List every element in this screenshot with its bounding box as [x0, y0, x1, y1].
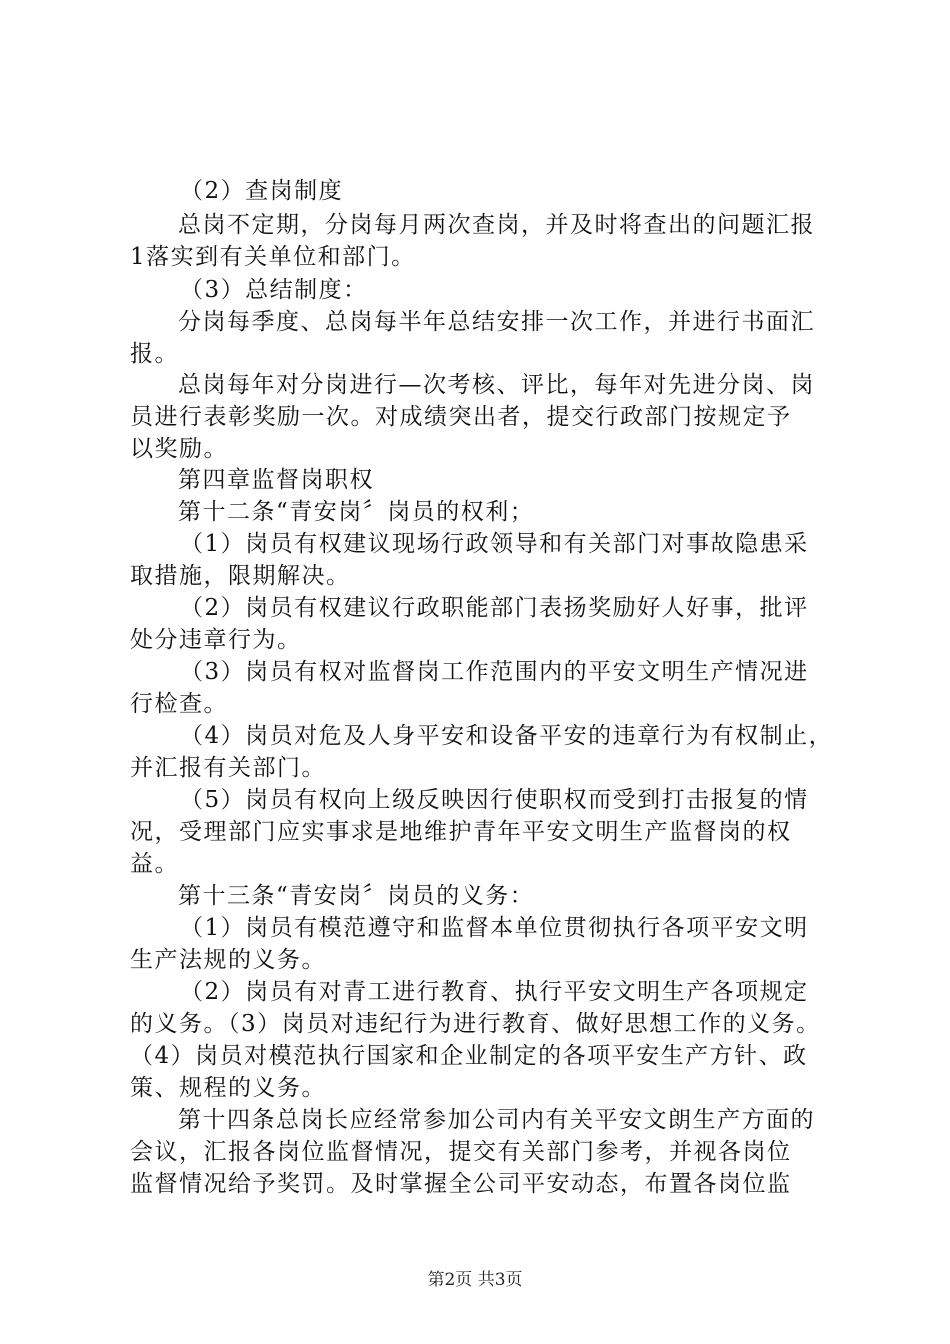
text-line: 益。 — [130, 851, 179, 877]
text-line: 生产法规的义务。 — [130, 947, 326, 973]
text-line: （2）岗员有对青工进行教育、执行平安文明生产各项规定 — [180, 979, 809, 1005]
text-line: （3）总结制度： — [180, 277, 368, 303]
text-line: 1落实到有关单位和部门。 — [130, 244, 416, 270]
text-line: （1）岗员有权建议现场行政领导和有关部门对事故隐患采 — [180, 531, 809, 557]
text-line: 第十二条“青安岗〞岗员的权利； — [178, 499, 535, 525]
page-number: 第2页 共3页 — [427, 1270, 523, 1290]
text-line: （2）查岗制度 — [180, 178, 344, 204]
text-line: 总岗不定期，分岗每月两次查岗，并及时将查出的问题汇报 — [178, 212, 815, 238]
text-line: （1）岗员有模范遵守和监督本单位贯彻执行各项平安文明 — [180, 915, 809, 941]
text-line: 以奖励。 — [130, 436, 228, 462]
text-line: 的义务。（3）岗员对违纪行为进行教育、做好思想工作的义务。 — [130, 1011, 821, 1037]
text-line: 员进行表彰奖励一次。对成绩突出者，提交行政部门按规定予 — [130, 404, 792, 430]
text-line: （5）岗员有权向上级反映因行使职权而受到打击报复的情 — [180, 787, 809, 813]
text-line: （3）岗员有权对监督岗工作范围内的平安文明生产情况进 — [180, 659, 809, 685]
text-line: 行检查。 — [130, 691, 228, 717]
text-line: 第十三条“青安岗〞岗员的义务： — [178, 883, 535, 909]
text-line: 第十四条总岗长应经常参加公司内有关平安文朗生产方面的 — [178, 1107, 815, 1133]
text-line: 并汇报有关部门。 — [130, 755, 326, 781]
text-line: 取措施，限期解决。 — [130, 563, 351, 589]
text-line: 会议，汇报各岗位监督情况，提交有关部门参考，并视各岗位 — [130, 1139, 792, 1165]
text-line: 报。 — [130, 341, 179, 367]
text-line: 策、规程的义务。 — [130, 1075, 326, 1101]
text-line: 分岗每季度、总岗每半年总结安排一次工作，并进行书面汇 — [178, 309, 815, 335]
text-line: （4）岗员对危及人身平安和设备平安的违章行为有权制止， — [180, 723, 834, 749]
text-line: （2）岗员有权建议行政职能部门表扬奖励好人好事，批评 — [180, 595, 809, 621]
text-line: （4）岗员对模范执行国家和企业制定的各项平安生产方针、政 — [130, 1043, 808, 1069]
text-line: 况，受理部门应实事求是地维护青年平安文明生产监督岗的权 — [130, 819, 792, 845]
text-line: 监督情况给予奖罚。及时掌握全公司平安动态，布置各岗位监 — [130, 1171, 792, 1197]
text-line: 第四章监督岗职权 — [178, 467, 374, 493]
text-line: 处分违章行为。 — [130, 627, 302, 653]
text-line: 总岗每年对分岗进行—次考核、评比，每年对先进分岗、岗 — [178, 372, 815, 398]
